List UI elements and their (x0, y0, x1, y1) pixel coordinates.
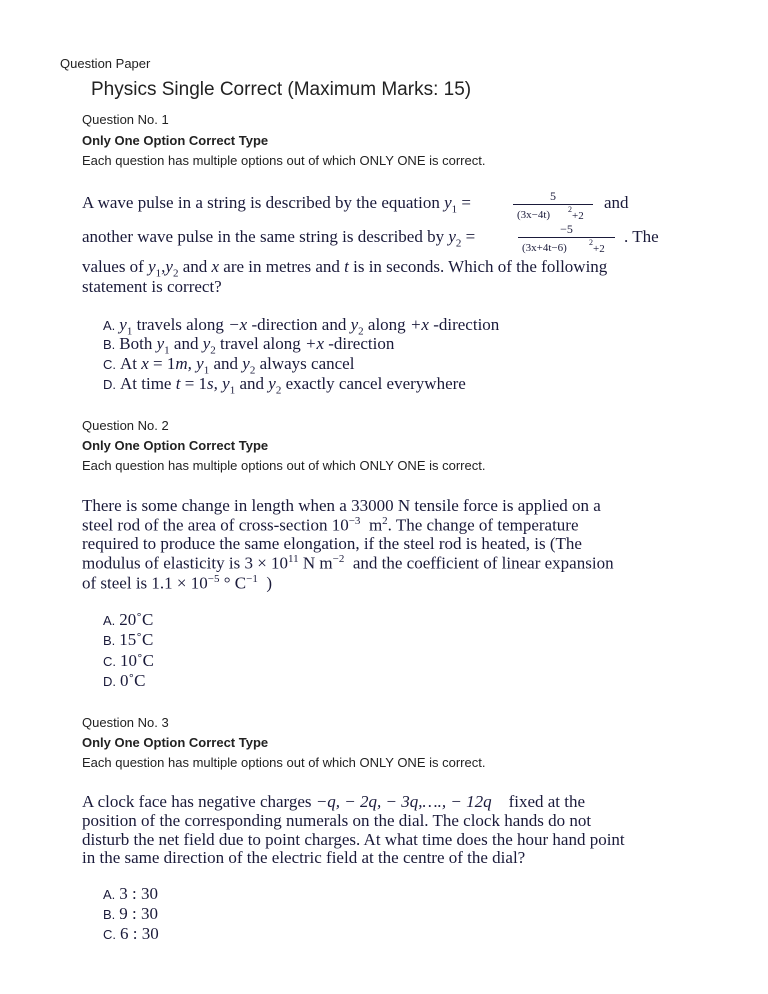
question-1-type: Only One Option Correct Type (82, 133, 269, 148)
question-2-text-line-1: There is some change in length when a 33000 N tensile force is applied on a (82, 496, 601, 515)
question-3-option-c[interactable]: C. 6 : 30 (103, 924, 159, 943)
question-1-text-line-1: A wave pulse in a string is described by the equation $y_1$ = (82, 193, 472, 216)
question-2-option-b[interactable]: B. 15˚C (103, 630, 154, 649)
question-1-text-line-3: values of $y_1,y_2$ and x are in metres and t is in seconds. Which of the following (82, 257, 608, 280)
question-1-text-line-2-end: . The (624, 227, 659, 246)
question-2-option-d[interactable]: D. 0˚C (103, 671, 146, 690)
question-2-text-line-2: steel rod of the area of cross-section $10^{-3}$ $m^2$. The change of temperature (82, 515, 579, 535)
question-2-text-line-5: of steel is $1.1 \times 10^{-5}$ ° $C^{-1}$ ) (82, 573, 272, 593)
question-3-type: Only One Option Correct Type (82, 735, 269, 750)
question-1-fraction-2: −5 (3x+4t−6) 2 +2 (518, 222, 615, 258)
question-3-option-a[interactable]: A. 3 : 30 (103, 884, 159, 903)
question-2-number: Question No. 2 (82, 418, 169, 433)
section-title: Physics Single Correct (Maximum Marks: 15) (91, 79, 472, 100)
question-2-option-c[interactable]: C. 10˚C (103, 651, 154, 670)
question-1-fraction-1: 5 (3x−4t) 2 +2 (513, 189, 593, 225)
question-3-option-b[interactable]: B. 9 : 30 (103, 904, 159, 923)
question-1-option-b[interactable]: B. Both $y_1$ and $y_2$ travel along +x -direction (103, 334, 395, 357)
question-3-text-line-4: in the same direction of the electric field at the centre of the dial? (82, 848, 526, 867)
question-1-text-line-4: statement is correct? (82, 277, 222, 296)
question-2-text-line-4: modulus of elasticity is $3 \times 10^{11}$ N $m^{-2}$ and the coefficient of linear expansion (82, 553, 614, 573)
question-1-option-c[interactable]: C. At x = 1m, $y_1$ and $y_2$ always cancel (103, 354, 355, 377)
question-1-text-line-2: another wave pulse in the same string is described by $y_2$ = (82, 227, 476, 250)
question-1-number: Question No. 1 (82, 112, 169, 127)
question-3-text-line-1: A clock face has negative charges −q, − 2q, − 3q,…., − 12q fixed at the (82, 792, 586, 811)
document-label: Question Paper (60, 56, 151, 71)
question-3-number: Question No. 3 (82, 715, 169, 730)
question-2-option-a[interactable]: A. 20˚C (103, 610, 154, 629)
question-3-instruction: Each question has multiple options out of which ONLY ONE is correct. (82, 755, 486, 770)
question-1-option-d[interactable]: D. At time t = 1s, $y_1$ and $y_2$ exactly cancel everywhere (103, 374, 466, 397)
question-2-text-line-3: required to produce the same elongation, if the steel rod is heated, is (The (82, 534, 582, 553)
question-1-text-line-1-end: and (604, 193, 629, 212)
question-2-instruction: Each question has multiple options out of which ONLY ONE is correct. (82, 458, 486, 473)
question-1-instruction: Each question has multiple options out of which ONLY ONE is correct. (82, 153, 486, 168)
question-3-text-line-3: disturb the net field due to point charges. At what time does the hour hand point (82, 830, 625, 849)
question-3-text-line-2: position of the corresponding numerals on the dial. The clock hands do not (82, 811, 592, 830)
question-1-option-a[interactable]: A. $y_1$ travels along −x -direction and $y_2$ along +x -direction (103, 315, 500, 338)
question-2-type: Only One Option Correct Type (82, 438, 269, 453)
